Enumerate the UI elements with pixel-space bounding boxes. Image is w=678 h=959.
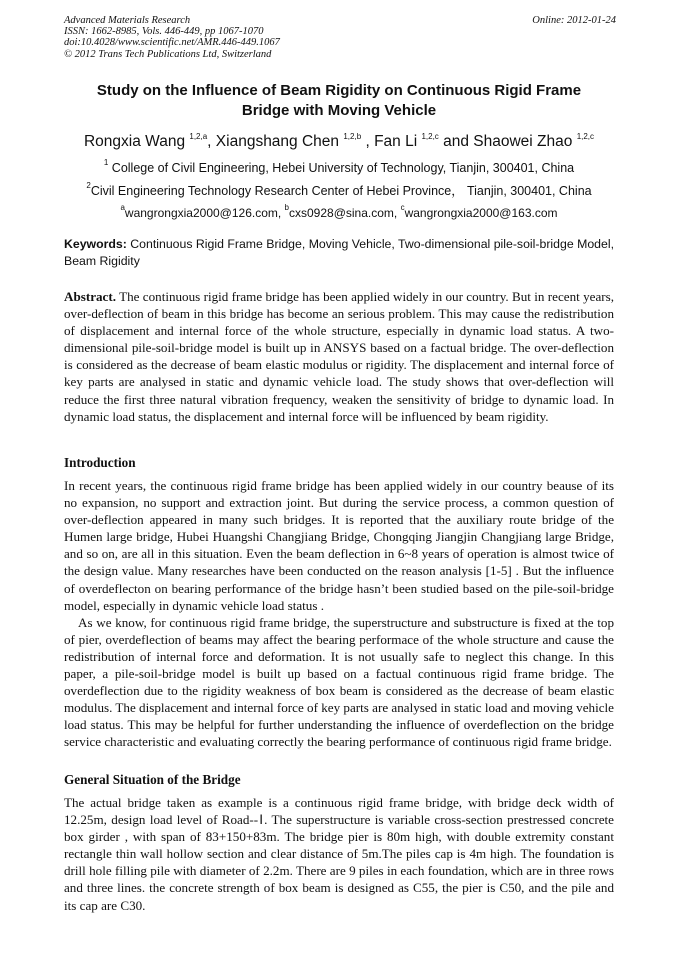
section-heading-general-situation: General Situation of the Bridge xyxy=(64,772,241,787)
author-affiliation-marker: 1,2,a xyxy=(189,132,208,141)
author-name: Xiangshang Chen xyxy=(215,133,344,150)
author-separator: , xyxy=(361,133,375,150)
title-line-1: Study on the Influence of Beam Rigidity on Continuous Rigid Frame xyxy=(96,82,582,99)
journal-header xyxy=(64,15,616,60)
author-emails xyxy=(40,200,638,221)
introduction-paragraph-2: As we know, for continuous rigid frame bridge, the superstructure and substructure is fixed at the top of pier, overdeflection of beams may affect the bearing performace of the whole structure and cause the redistribution of internal force and deformation. It is not usually safe to neglect this change. In this paper, a pile-soil-bridge model is built up based on a factual continuous rigid frame bridge. The overdeflection due to the rigidity weakness of box beam is considered as the decrease of beam elastic modulus. The displacement and internal force of key parts are analysed in static load and moving vehicle load status. This may be helpful for further understanding the influence of overdeflection on the bridge service characteristic and evaluating correctly the bearing performance of continuous rigid frame bridge. xyxy=(64,614,614,750)
section-heading-introduction: Introduction xyxy=(64,455,136,470)
affiliation-text: College of Civil Engineering, Hebei University of Technology, Tianjin, 300401, China xyxy=(108,161,575,175)
journal-name: Advanced Materials Research xyxy=(64,15,191,26)
online-date: Online: 2012-01-24 xyxy=(532,15,616,26)
affiliation-text: Civil Engineering Technology Research Center of Hebei Province， Tianjin, 300401, China xyxy=(90,184,592,198)
general-situation-paragraph: The actual bridge taken as example is a continuous rigid frame bridge, with bridge deck width of 12.25m, design load level of Road--Ⅰ. The superstructure is variable cross-section prestressed concrete box girder , with span of 83+150+83m. The bridge pier is 80m high, with double extremity constant rectangle thin wall hollow section and clear distance of 5m.The piles cap is 4m high. The foundation is drill hole filling pile with diameter of 2.2m. There are 9 piles in each foundation, which are in three rows and three lines. the concrete strength of box beam is designed as C55, the pier is C50, and the pile and its cap are C30. xyxy=(64,795,614,913)
author-separator: and xyxy=(438,133,474,150)
paper-title xyxy=(64,81,614,121)
affiliation-1 xyxy=(40,155,638,176)
journal-doi: doi:10.4028/www.scientific.net/AMR.446-449.1067 xyxy=(64,37,280,49)
abstract-label: Abstract. xyxy=(64,289,116,304)
email-marker: a xyxy=(120,203,125,212)
journal-copyright: © 2012 Trans Tech Publications Ltd, Switzerland xyxy=(64,48,272,60)
author-affiliation-marker: 1,2,b xyxy=(343,132,362,141)
keywords-text: Continuous Rigid Frame Bridge, Moving Vehicle, Two-dimensional pile-soil-bridge Model, Beam Rigidity xyxy=(64,237,614,268)
author-affiliation-marker: 1,2,c xyxy=(421,132,439,141)
journal-issn: ISSN: 1662-8985, Vols. 446-449, pp 1067-1070 xyxy=(64,26,264,38)
author-name: Rongxia Wang xyxy=(83,133,190,150)
affiliation-marker: 1 xyxy=(103,158,109,167)
abstract-paragraph xyxy=(64,288,614,425)
author-separator: , xyxy=(207,133,216,150)
email-address: wangrongxia2000@163.com xyxy=(404,206,558,220)
abstract xyxy=(64,288,614,425)
keywords xyxy=(64,236,614,270)
title-line-2: Bridge with Moving Vehicle xyxy=(241,102,437,119)
email-marker: b xyxy=(284,203,289,212)
keywords-label: Keywords: xyxy=(64,237,127,251)
affiliation-2 xyxy=(40,178,638,199)
email-address: wangrongxia2000@126.com, xyxy=(124,206,285,220)
abstract-text: The continuous rigid frame bridge has been applied widely in our country. But in recent years, over-deflection of beam in this bridge has become an serious problem. This may cause the redistribution of displacement and internal force of the whole structure, especially in dynamic load status. A two-dimensional pile-soil-bridge model is built up in ANSYS based on a factual bridge. The over-deflection is considered as the decrease of beam elastic modulus or rigidity. The displacement and internal force of key parts are analysed in static and dynamic vehicle load. The study shows that over-deflection will reduce the first three natural vibration frequency, weaken the sensitivity of bridge to dynamic load. In dynamic load status, the displacement and internal force will be influenced by beam rigidity. xyxy=(64,289,614,424)
general-situation-body xyxy=(64,794,614,914)
author-name: Shaowei Zhao xyxy=(473,133,577,150)
introduction-paragraph-1: In recent years, the continuous rigid frame bridge has been applied widely in our country beause of its no expansion, no support and extraction joint. But during the service process, a common question of over-deflection appeared in many such bridges. It is reported that the auxiliary route bridge of the Humen large bridge, Hubei Huangshi Changjiang Bridge, Chongqing Jiangjin Changjiang large Bridge, and so on, are all in this situation. Even the beam deflection in 6~8 years of operation is almost twice of the design value. Many researches have been conducted on the reason analysis [1-5] . But the influence of overdeflecton on bearing performance of the bridge hasn’t been studied based on the pile-soil-bridge model, especially in dynamic vehicle load status . xyxy=(64,478,614,613)
email-marker: c xyxy=(400,203,405,212)
affiliation-marker: 2 xyxy=(86,181,91,190)
introduction-body xyxy=(64,477,614,751)
author-list xyxy=(40,127,638,152)
email-address: cxs0928@sina.com, xyxy=(289,206,401,220)
author-affiliation-marker: 1,2,c xyxy=(576,132,595,141)
author-name: Fan Li xyxy=(374,133,422,150)
